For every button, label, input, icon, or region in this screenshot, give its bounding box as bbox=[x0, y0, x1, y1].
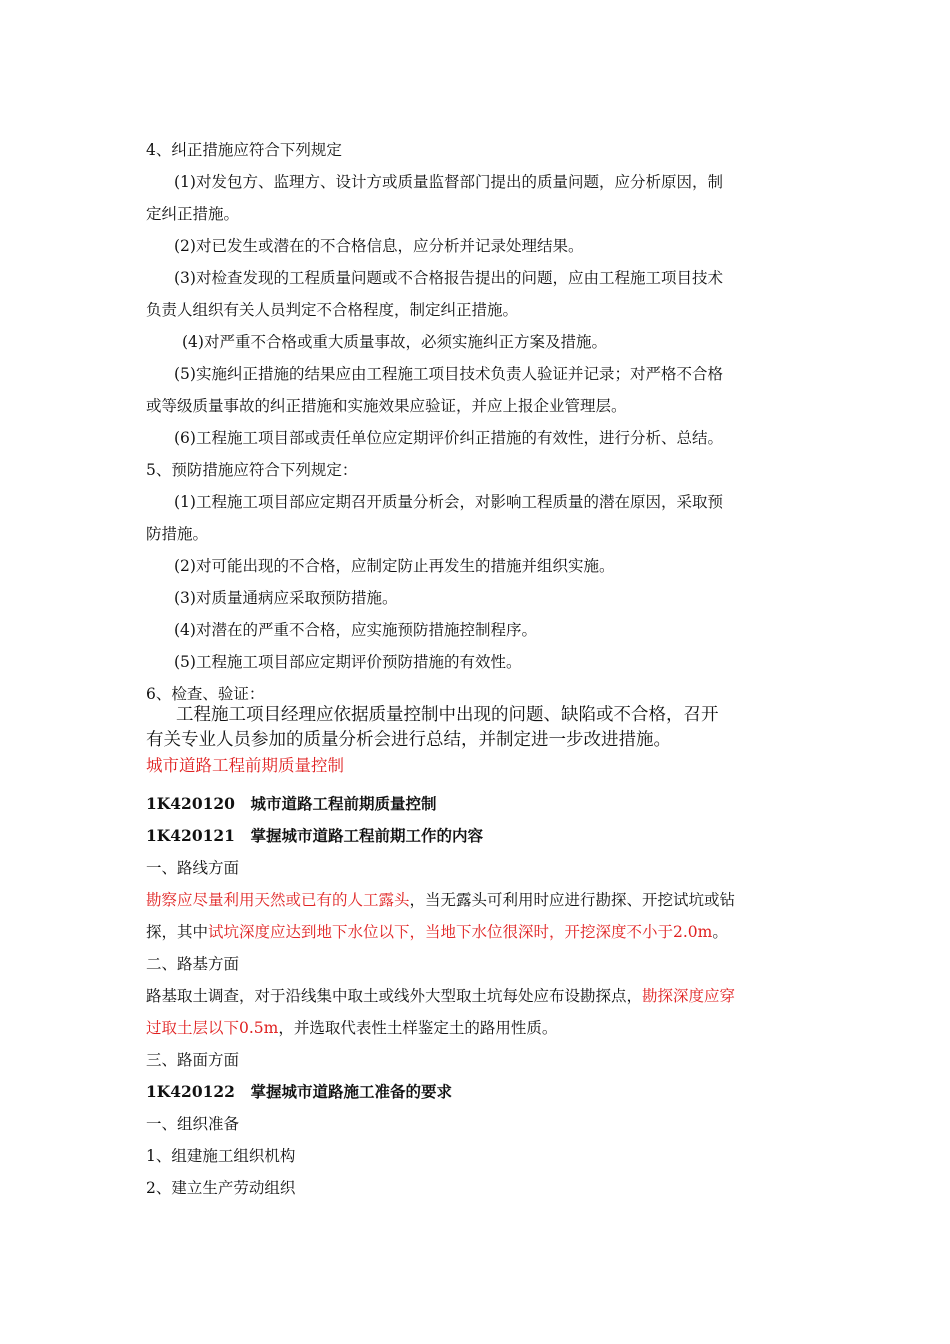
list-item: 1、组建施工组织机构 bbox=[146, 1147, 296, 1165]
subsection-heading: 三、路面方面 bbox=[146, 1051, 240, 1069]
paragraph-line-mixed bbox=[146, 1017, 557, 1039]
red-section-title: 城市道路工程前期质量控制 bbox=[146, 756, 344, 775]
highlighted-text: 试坑深度应达到地下水位以下，当地下水位很深时，开挖深度不小于2.0m bbox=[208, 923, 713, 941]
paragraph-line: (3)对检查发现的工程质量问题或不合格报告提出的问题，应由工程施工项目技术 bbox=[174, 269, 723, 287]
section-heading-corrective: 4、纠正措施应符合下列规定 bbox=[146, 141, 342, 159]
subsection-heading: 二、路基方面 bbox=[146, 955, 240, 973]
paragraph-line: (1)工程施工项目部应定期召开质量分析会，对影响工程质量的潜在原因，采取预 bbox=[174, 493, 723, 511]
paragraph-line: 或等级质量事故的纠正措施和实施效果应验证，并应上报企业管理层。 bbox=[146, 397, 627, 415]
highlighted-text: 勘探深度应穿 bbox=[642, 987, 736, 1005]
paragraph-text: 探，其中 bbox=[146, 923, 209, 941]
paragraph-line: (5)实施纠正措施的结果应由工程施工项目技术负责人验证并记录；对严格不合格 bbox=[174, 365, 723, 383]
paragraph-line: 工程施工项目经理应依据质量控制中出现的问题、缺陷或不合格，召开 bbox=[176, 705, 719, 725]
paragraph-text: ，并选取代表性土样鉴定土的路用性质。 bbox=[278, 1019, 558, 1037]
paragraph-line: (3)对质量通病应采取预防措施。 bbox=[174, 589, 398, 607]
paragraph-line: (6)工程施工项目部或责任单位应定期评价纠正措施的有效性，进行分析、总结。 bbox=[174, 429, 723, 447]
section-heading-inspection: 6、检查、验证： bbox=[146, 685, 265, 703]
paragraph-line: (4)对严重不合格或重大质量事故，必须实施纠正方案及措施。 bbox=[182, 333, 607, 351]
section-code-heading: 1K420122 掌握城市道路施工准备的要求 bbox=[146, 1082, 452, 1101]
highlighted-text: 勘察应尽量利用天然或已有的人工露头 bbox=[146, 891, 410, 909]
paragraph-text: ，当无露头可利用时应进行勘探、开挖试坑或钻 bbox=[409, 891, 736, 909]
paragraph-line: (4)对潜在的严重不合格，应实施预防措施控制程序。 bbox=[174, 621, 537, 639]
subsection-heading: 一、组织准备 bbox=[146, 1115, 240, 1133]
paragraph-line: (5)工程施工项目部应定期评价预防措施的有效性。 bbox=[174, 653, 522, 671]
paragraph-text: 路基取土调查，对于沿线集中取土或线外大型取土坑每处应布设勘探点， bbox=[146, 987, 643, 1005]
paragraph-line: (2)对可能出现的不合格，应制定防止再发生的措施并组织实施。 bbox=[174, 557, 615, 575]
paragraph-line-mixed bbox=[146, 921, 728, 943]
paragraph-line: (1)对发包方、监理方、设计方或质量监督部门提出的质量问题，应分析原因，制 bbox=[174, 173, 723, 191]
paragraph-line: (2)对已发生或潜在的不合格信息，应分析并记录处理结果。 bbox=[174, 237, 584, 255]
paragraph-line-mixed bbox=[146, 985, 735, 1007]
paragraph-line: 防措施。 bbox=[146, 525, 209, 543]
paragraph-line: 定纠正措施。 bbox=[146, 205, 240, 223]
section-code-heading: 1K420121 掌握城市道路工程前期工作的内容 bbox=[146, 826, 483, 845]
subsection-heading: 一、路线方面 bbox=[146, 859, 240, 877]
list-item: 2、建立生产劳动组织 bbox=[146, 1179, 296, 1197]
section-heading-preventive: 5、预防措施应符合下列规定： bbox=[146, 461, 358, 479]
section-code-heading: 1K420120 城市道路工程前期质量控制 bbox=[146, 794, 437, 813]
paragraph-text: 。 bbox=[712, 923, 728, 941]
paragraph-line: 负责人组织有关人员判定不合格程度，制定纠正措施。 bbox=[146, 301, 519, 319]
highlighted-text: 过取土层以下0.5m bbox=[146, 1019, 279, 1037]
paragraph-line: 有关专业人员参加的质量分析会进行总结，并制定进一步改进措施。 bbox=[146, 730, 671, 750]
paragraph-line-mixed bbox=[146, 889, 735, 911]
